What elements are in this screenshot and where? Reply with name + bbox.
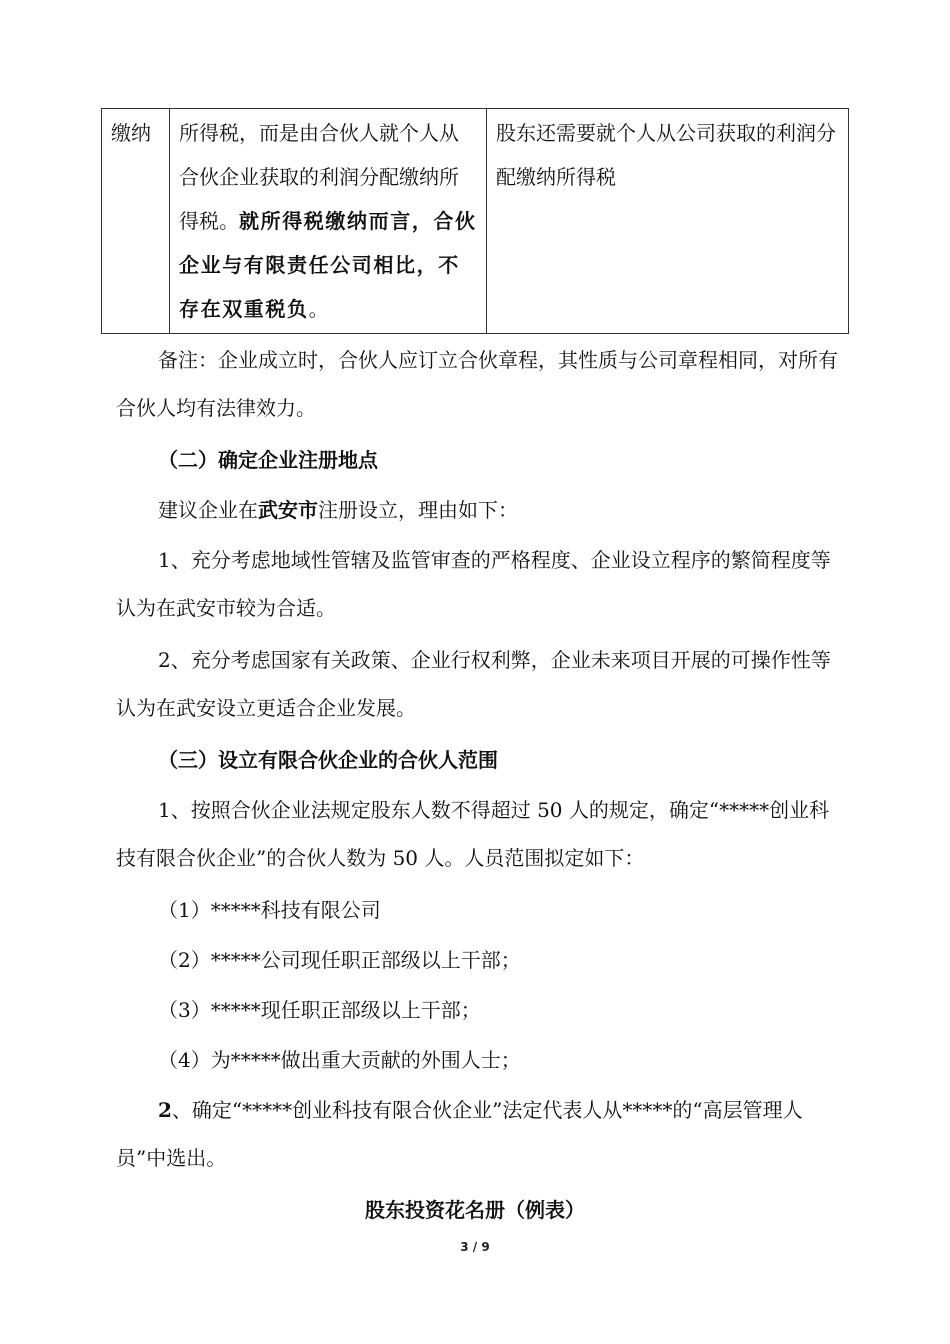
cell-bold-text: 就所得税缴纳而言，合伙企业与有限责任公司相比，不存在双重税负 — [179, 209, 477, 321]
partner-scope-item: （1）*****科技有限公司 — [158, 898, 381, 922]
partners-item-1: 1、按照合伙企业法规定股东人数不得超过 50 人的规定，确定“*****创业科技有限合伙企业”的合伙人数为 50 人。人员范围拟定如下： — [116, 798, 830, 870]
table-cell-company: 股东还需要就个人从公司获取的利润分配缴纳所得税 — [487, 109, 849, 334]
comparison-table — [101, 108, 849, 334]
cell-text-end: 。 — [308, 297, 329, 321]
partners-item-2 — [116, 1086, 848, 1182]
intro-text: 建议企业在 — [158, 498, 258, 522]
item-number: 2 — [158, 1098, 172, 1122]
intro-text-end: 注册设立，理由如下： — [318, 498, 518, 522]
partner-scope-item: （3）*****现任职正部级以上干部； — [158, 998, 481, 1022]
registration-reason-1: 1、充分考虑地域性管辖及监管审查的严格程度、企业设立程序的繁简程度等认为在武安市较为合适。 — [116, 548, 831, 620]
cell-text: 所得税，而是由合伙人就个人从合伙企业获取的利润分配缴纳所得税。 — [179, 121, 459, 233]
registration-intro — [116, 486, 848, 534]
item-text: 、确定“*****创业科技有限合伙企业”法定代表人从*****的“高层管理人员”中选出。 — [116, 1098, 803, 1170]
section-heading-registration: （二）确定企业注册地点 — [158, 448, 378, 472]
section-heading-partners: （三）设立有限合伙企业的合伙人范围 — [158, 748, 498, 772]
table-title: 股东投资花名册（例表） — [365, 1198, 585, 1222]
partner-scope-item: （4）为*****做出重大贡献的外围人士； — [158, 1048, 521, 1072]
table-cell-label: 缴纳 — [102, 109, 170, 334]
note-paragraph: 备注：企业成立时，合伙人应订立合伙章程，其性质与公司章程相同，对所有合伙人均有法律效力。 — [116, 348, 838, 420]
table-row — [102, 109, 849, 334]
registration-reason-2: 2、充分考虑国家有关政策、企业行权利弊，企业未来项目开展的可操作性等认为在武安设立更适合企业发展。 — [116, 648, 831, 720]
table-cell-partnership — [170, 109, 487, 334]
city-name: 武安市 — [258, 498, 318, 522]
partner-scope-item: （2）*****公司现任职正部级以上干部； — [158, 948, 521, 972]
page-number: 3 / 9 — [460, 1240, 490, 1254]
